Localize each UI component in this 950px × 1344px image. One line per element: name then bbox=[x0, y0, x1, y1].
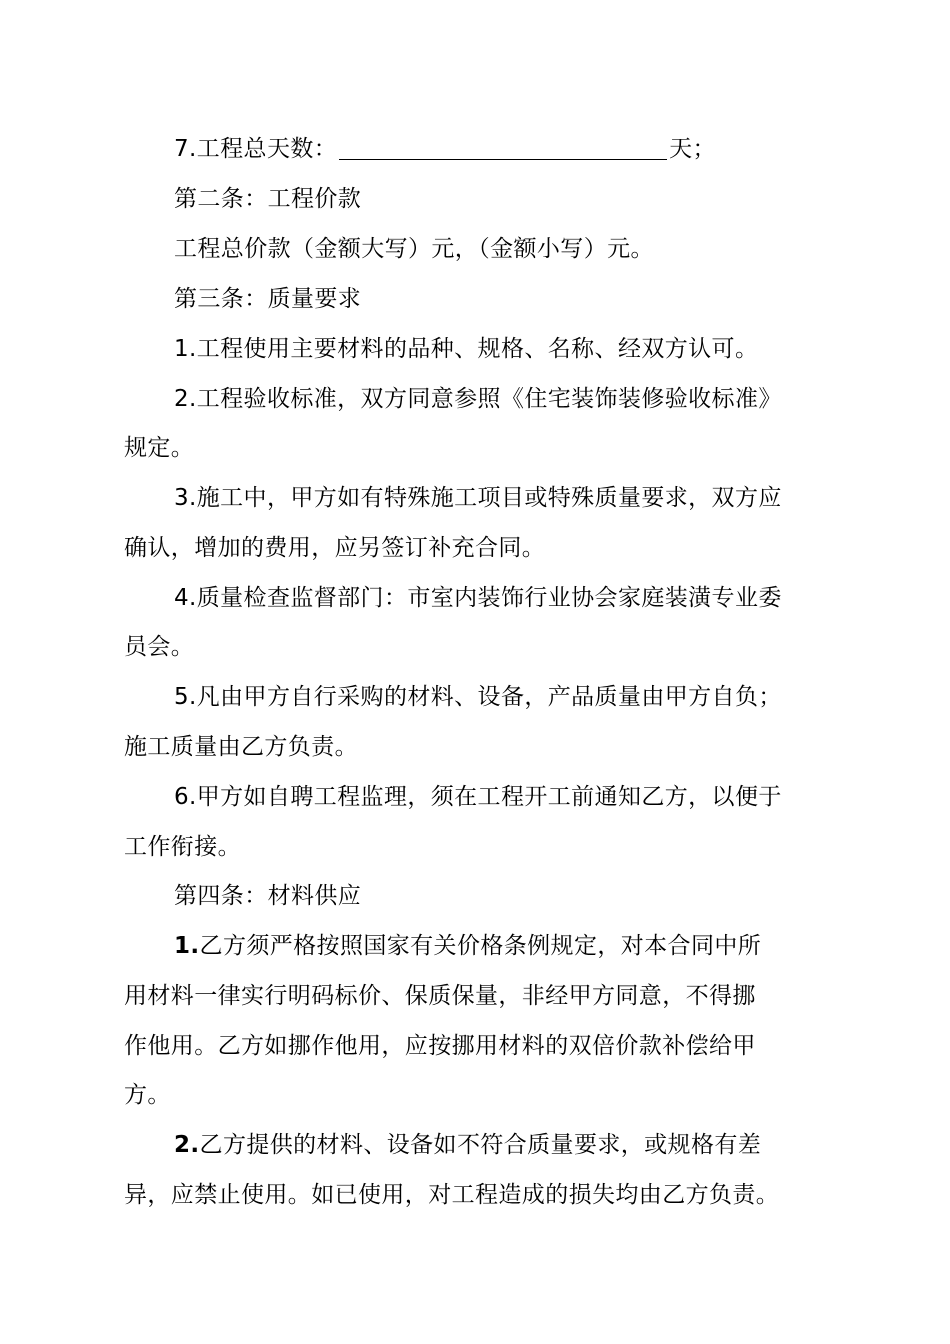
article4-para1-line1 bbox=[174, 931, 894, 961]
article3-para2-line1: 2.工程验收标准，双方同意参照《住宅装饰装修验收标准》 bbox=[174, 386, 782, 412]
item7-prefix: 7.工程总天数： bbox=[174, 136, 338, 162]
article4-title: 第四条：材料供应 bbox=[174, 883, 362, 909]
article4-para2-line2: 异，应禁止使用。如已使用，对工程造成的损失均由乙方负责。 bbox=[124, 1182, 780, 1208]
article3-title: 第三条：质量要求 bbox=[174, 286, 362, 312]
article4-para1-line3: 作他用。乙方如挪作他用，应按挪用材料的双倍价款补偿给甲 bbox=[124, 1033, 756, 1059]
article4-para2-text: 乙方提供的材料、设备如不符合质量要求，或规格有差 bbox=[199, 1132, 762, 1158]
blank-underline bbox=[339, 137, 667, 160]
article2-title: 第二条：工程价款 bbox=[174, 186, 362, 212]
article4-para1-line2: 用材料一律实行明码标价、保质保量，非经甲方同意，不得挪 bbox=[124, 983, 756, 1009]
article3-para6-line1: 6.甲方如自聘工程监理，须在工程开工前通知乙方，以便于 bbox=[174, 784, 782, 810]
article3-para2-line2: 规定。 bbox=[124, 435, 195, 461]
article3-para4-line1: 4.质量检查监督部门：市室内装饰行业协会家庭装潢专业委 bbox=[174, 585, 782, 611]
article4-para1-line4: 方。 bbox=[124, 1082, 171, 1108]
article4-para2-line1 bbox=[174, 1130, 894, 1160]
article4-para1-text: 乙方须严格按照国家有关价格条例规定，对本合同中所 bbox=[199, 933, 762, 959]
article4-para1-number: 1. bbox=[174, 933, 200, 959]
article3-para4-line2: 员会。 bbox=[124, 634, 195, 660]
item7-line bbox=[174, 134, 894, 164]
article3-para3-line2: 确认，增加的费用，应另签订补充合同。 bbox=[124, 535, 546, 561]
item7-suffix: 天； bbox=[669, 136, 716, 162]
article3-para5-line1: 5.凡由甲方自行采购的材料、设备，产品质量由甲方自负； bbox=[174, 684, 782, 710]
article3-para1: 1.工程使用主要材料的品种、规格、名称、经双方认可。 bbox=[174, 336, 759, 362]
article3-para5-line2: 施工质量由乙方负责。 bbox=[124, 734, 358, 760]
article3-para3-line1: 3.施工中，甲方如有特殊施工项目或特殊质量要求，双方应 bbox=[174, 485, 782, 511]
article4-para2-number: 2. bbox=[174, 1132, 200, 1158]
article2-text: 工程总价款（金额大写）元，（金额小写）元。 bbox=[174, 236, 654, 262]
article3-para6-line2: 工作衔接。 bbox=[124, 834, 241, 860]
